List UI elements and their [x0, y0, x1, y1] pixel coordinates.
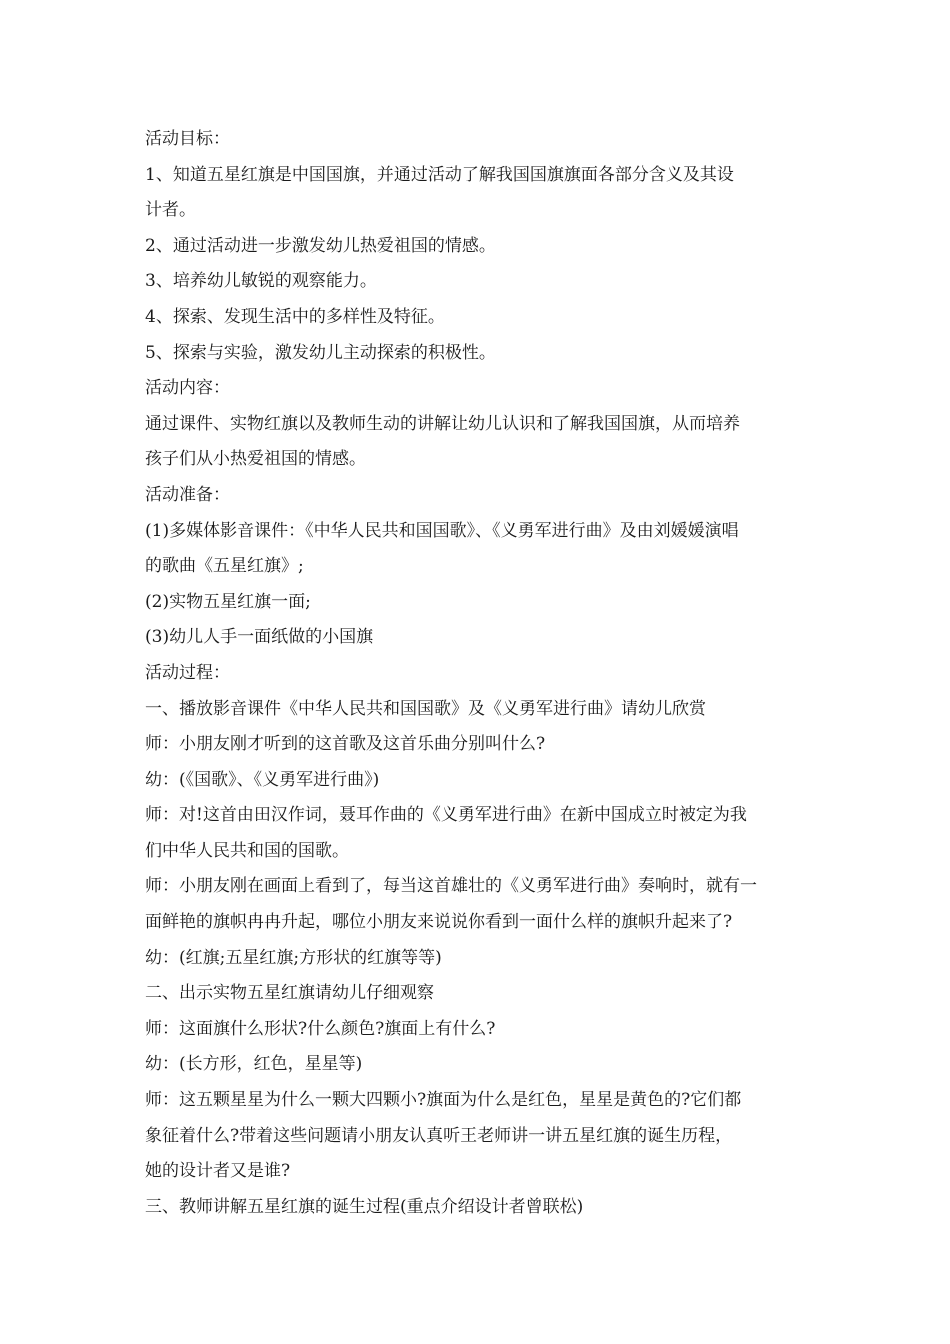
text-line: 幼：(《国歌》、《义勇军进行曲》): [145, 769, 380, 790]
text-line: 2、通过活动进一步激发幼儿热爱祖国的情感。: [145, 235, 496, 256]
text-line: 孩子们从小热爱祖国的情感。: [145, 449, 366, 470]
text-line: 们中华人民共和国的国歌。: [145, 840, 349, 861]
text-line: 象征着什么?带着这些问题请小朋友认真听王老师讲一讲五星红旗的诞生历程，: [145, 1125, 733, 1146]
text-line: (2)实物五星红旗一面;: [145, 591, 311, 612]
text-line: 一、播放影音课件《中华人民共和国国歌》及《义勇军进行曲》请幼儿欣赏: [145, 698, 706, 719]
text-line: 三、教师讲解五星红旗的诞生过程(重点介绍设计者曾联松): [145, 1196, 584, 1217]
document-body: [145, 122, 813, 1225]
text-line: 她的设计者又是谁?: [145, 1161, 291, 1182]
text-line: 幼：(红旗;五星红旗;方形状的红旗等等): [145, 947, 442, 968]
text-line: 师：小朋友刚才听到的这首歌及这首乐曲分别叫什么?: [145, 734, 546, 755]
section-heading-process: 活动过程：: [145, 662, 230, 683]
text-line: 3、培养幼儿敏锐的观察能力。: [145, 271, 377, 292]
text-line: 4、探索、发现生活中的多样性及特征。: [145, 306, 445, 327]
section-heading-preparation: 活动准备：: [145, 484, 230, 505]
text-line: 师：小朋友刚在画面上看到了，每当这首雄壮的《义勇军进行曲》奏响时，就有一: [145, 876, 757, 897]
text-line: 5、探索与实验，激发幼儿主动探索的积极性。: [145, 342, 496, 363]
text-line: (1)多媒体影音课件：《中华人民共和国国歌》、《义勇军进行曲》及由刘媛媛演唱: [145, 520, 739, 541]
section-heading-goals: 活动目标：: [145, 129, 230, 149]
text-line: 通过课件、实物红旗以及教师生动的讲解让幼儿认识和了解我国国旗，从而培养: [145, 413, 740, 434]
text-line: 幼：(长方形，红色，星星等): [145, 1054, 363, 1075]
text-line: 师：这面旗什么形状?什么颜色?旗面上有什么?: [145, 1018, 496, 1039]
text-line: (3)幼儿人手一面纸做的小国旗: [145, 627, 374, 648]
text-line: 计者。: [145, 200, 196, 221]
text-line: 师：对!这首由田汉作词，聂耳作曲的《义勇军进行曲》在新中国成立时被定为我: [145, 805, 747, 826]
section-heading-content: 活动内容：: [145, 378, 230, 399]
text-line: 的歌曲《五星红旗》;: [145, 556, 304, 577]
text-line: 1、知道五星红旗是中国国旗，并通过活动了解我国国旗旗面各部分含义及其设: [145, 164, 734, 185]
text-line: 二、出示实物五星红旗请幼儿仔细观察: [145, 983, 434, 1004]
text-line: 面鲜艳的旗帜冉冉升起，哪位小朋友来说说你看到一面什么样的旗帜升起来了?: [145, 912, 733, 933]
text-line: 师：这五颗星星为什么一颗大四颗小?旗面为什么是红色，星星是黄色的?它们都: [145, 1090, 742, 1111]
